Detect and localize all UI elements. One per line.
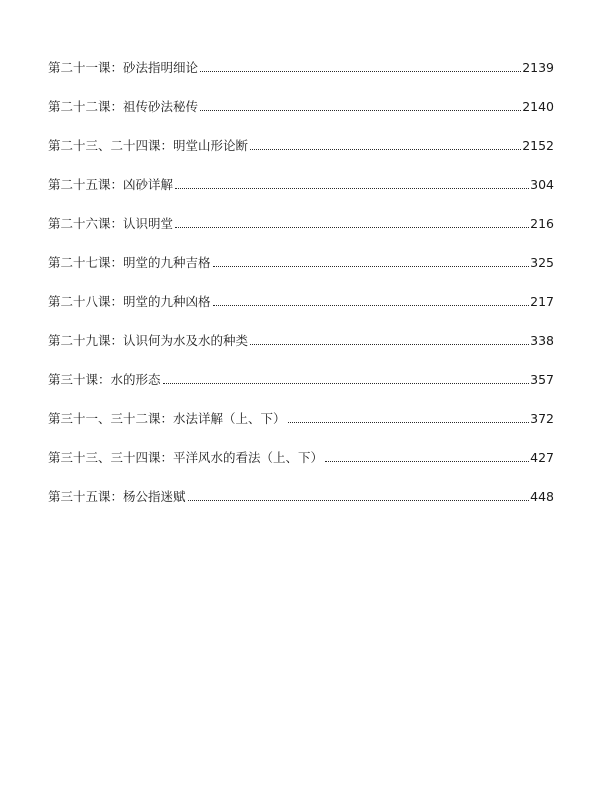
- toc-entry-title: 第三十课：水的形态: [48, 372, 161, 387]
- toc-entry-27[interactable]: [48, 232, 554, 271]
- dot-leader: [200, 71, 521, 72]
- dot-leader: [175, 227, 529, 228]
- toc-entry-page: 427: [530, 450, 554, 465]
- dot-leader: [288, 422, 530, 423]
- toc-entry-26[interactable]: [48, 193, 554, 232]
- toc-entry-page: 217: [530, 294, 554, 309]
- dot-leader: [213, 305, 530, 306]
- toc-entry-title: 第三十五课：杨公指迷赋: [48, 489, 186, 504]
- toc-entry-title: 第二十三、二十四课：明堂山形论断: [48, 138, 249, 153]
- toc-entry-page: 325: [530, 255, 554, 270]
- toc-entry-title: 第二十八课：明堂的九种凶格: [48, 294, 211, 309]
- toc-entry-page: 448: [530, 489, 554, 504]
- toc-entry-page: 357: [530, 372, 554, 387]
- toc-entry-21[interactable]: [48, 37, 554, 76]
- toc-entry-22[interactable]: [48, 76, 554, 115]
- toc-entry-title: 第二十一课：砂法指明细论: [48, 60, 199, 75]
- dot-leader: [188, 500, 530, 501]
- dot-leader: [163, 383, 530, 384]
- toc-entry-page: 338: [530, 333, 554, 348]
- dot-leader: [325, 461, 529, 462]
- toc-entry-title: 第二十九课：认识何为水及水的种类: [48, 333, 249, 348]
- toc-entry-title: 第二十五课：凶砂详解: [48, 177, 174, 192]
- toc-entry-page: 2140: [522, 99, 554, 114]
- dot-leader: [175, 188, 529, 189]
- toc-entry-page: 2139: [522, 60, 554, 75]
- dot-leader: [200, 110, 521, 111]
- dot-leader: [250, 149, 521, 150]
- toc-entry-35[interactable]: [48, 466, 554, 505]
- toc-entry-title: 第二十六课：认识明堂: [48, 216, 174, 231]
- toc-entry-title: 第三十三、三十四课：平洋风水的看法（上、下）: [48, 450, 324, 465]
- toc-entry-31-32[interactable]: [48, 388, 554, 427]
- dot-leader: [250, 344, 529, 345]
- toc-entry-page: 372: [530, 411, 554, 426]
- toc-entry-28[interactable]: [48, 271, 554, 310]
- toc-entry-title: 第三十一、三十二课：水法详解（上、下）: [48, 411, 286, 426]
- toc-entry-23-24[interactable]: [48, 115, 554, 154]
- toc-entry-page: 304: [530, 177, 554, 192]
- toc-entry-title: 第二十七课：明堂的九种吉格: [48, 255, 211, 270]
- toc-entry-25[interactable]: [48, 154, 554, 193]
- toc-entry-title: 第二十二课：祖传砂法秘传: [48, 99, 199, 114]
- table-of-contents: [48, 37, 554, 505]
- toc-entry-page: 216: [530, 216, 554, 231]
- toc-entry-page: 2152: [522, 138, 554, 153]
- toc-entry-33-34[interactable]: [48, 427, 554, 466]
- toc-entry-30[interactable]: [48, 349, 554, 388]
- dot-leader: [213, 266, 530, 267]
- toc-entry-29[interactable]: [48, 310, 554, 349]
